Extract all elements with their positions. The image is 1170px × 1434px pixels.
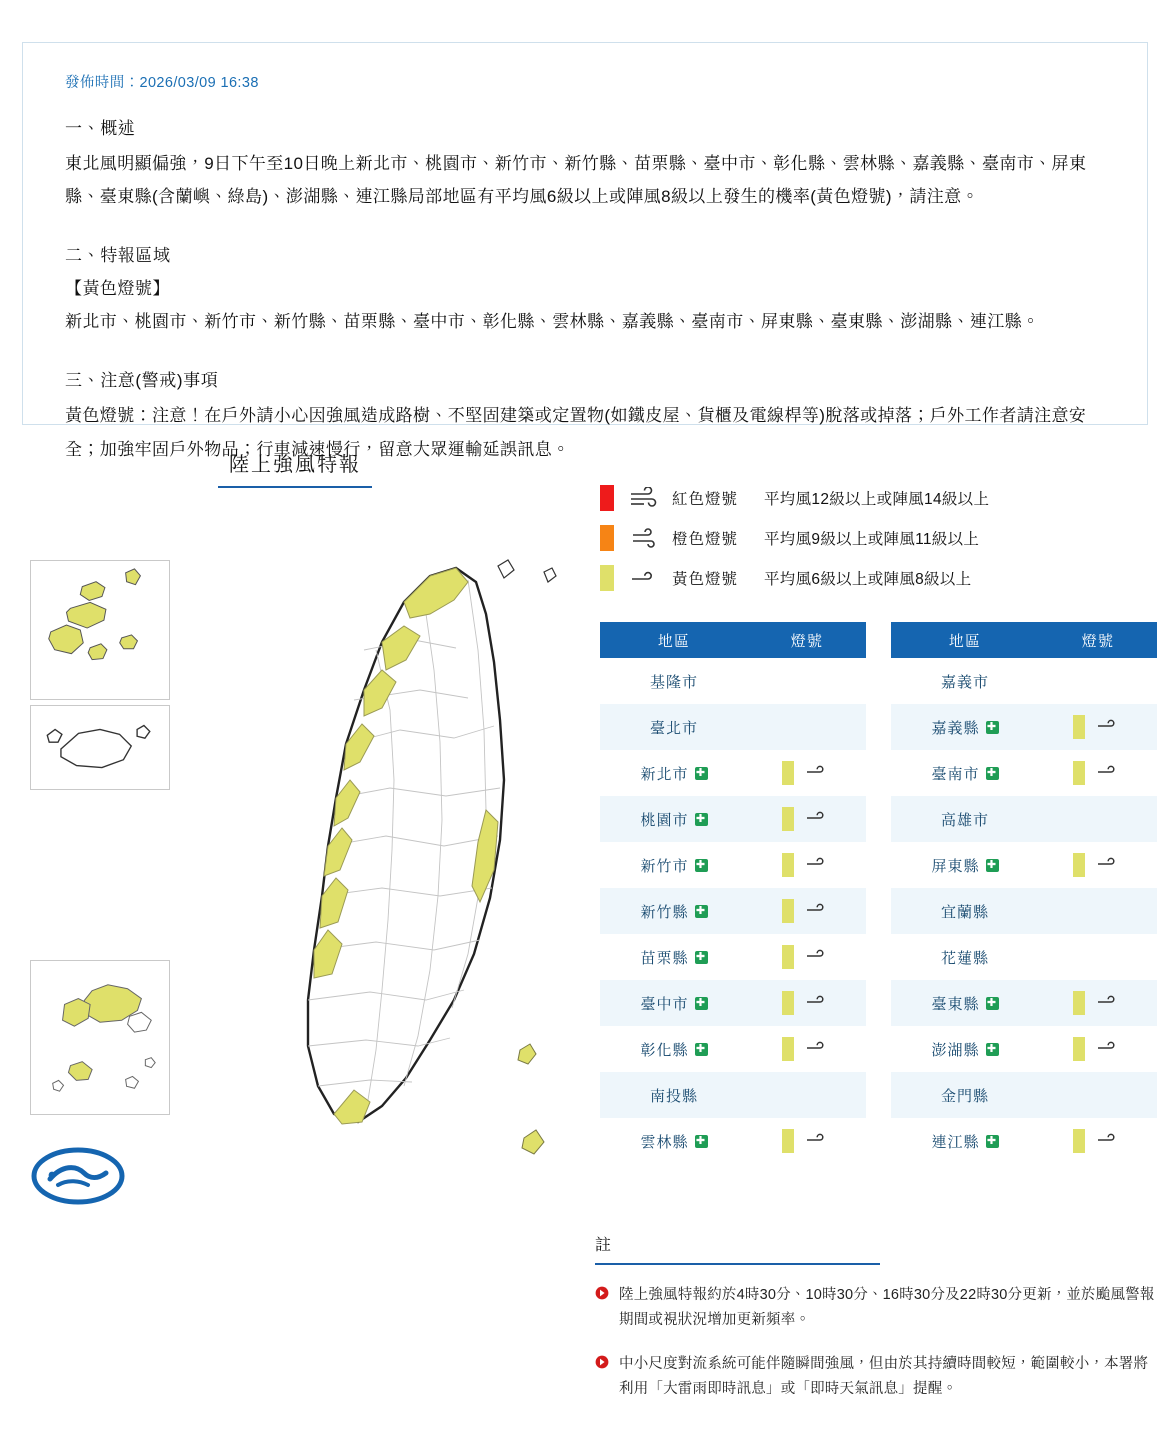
section-1-body: 東北風明顯偏強，9日下午至10日晚上新北市、桃園市、新竹市、新竹縣、苗栗縣、臺中市、彰化縣、雲林縣、嘉義縣、臺南市、屏東縣、臺東縣(含蘭嶼、綠島)、澎湖縣、連江縣局部地區有平均風6級以上或陣風8級以上發生的機率(黃色燈號)，請注意。 <box>65 154 1087 207</box>
table-row[interactable] <box>600 658 866 704</box>
area-name-cell <box>891 947 1039 968</box>
table-row[interactable] <box>891 1026 1157 1072</box>
table-row[interactable] <box>891 750 1157 796</box>
area-name-cell <box>600 1085 748 1106</box>
area-table-right <box>891 622 1157 1164</box>
signal-cell <box>748 991 866 1015</box>
publish-time: 發佈時間：2026/03/09 16:38 <box>65 75 259 91</box>
area-name: 嘉義縣 <box>931 719 980 737</box>
area-name-cell <box>600 855 748 876</box>
table-row[interactable] <box>600 980 866 1026</box>
area-name-cell <box>600 671 748 692</box>
area-name-cell <box>891 1131 1039 1152</box>
wind-light-icon <box>804 1038 832 1060</box>
expand-plus-icon[interactable]: ✚ <box>695 950 707 963</box>
area-name: 新北市 <box>640 765 689 783</box>
signal-swatch-yellow <box>1073 761 1085 785</box>
signal-swatch-yellow <box>782 807 794 831</box>
expand-plus-icon[interactable]: ✚ <box>695 858 707 871</box>
expand-plus-icon[interactable]: ✚ <box>695 996 707 1009</box>
area-name: 臺北市 <box>649 719 698 737</box>
area-signal-tables <box>600 622 1160 1164</box>
table-header-right <box>891 622 1157 658</box>
wind-light-icon <box>804 1130 832 1152</box>
expand-plus-icon[interactable]: ✚ <box>986 766 998 779</box>
area-name: 臺中市 <box>640 995 689 1013</box>
signal-cell <box>748 1037 866 1061</box>
legend-name-yellow: 黃色燈號 <box>672 571 739 588</box>
signal-cell <box>748 807 866 831</box>
table-row[interactable] <box>600 934 866 980</box>
area-name-cell <box>891 993 1039 1014</box>
table-body-right <box>891 658 1157 1164</box>
area-name: 新竹市 <box>640 857 689 875</box>
notes-title: 註 <box>595 1232 880 1265</box>
wind-light-icon <box>804 762 832 784</box>
legend-swatch-orange <box>600 525 614 551</box>
wind-light-icon <box>804 854 832 876</box>
expand-plus-icon[interactable]: ✚ <box>695 1134 707 1147</box>
signal-cell <box>748 761 866 785</box>
note-item <box>595 1283 1160 1334</box>
legend-desc-orange: 平均風9級以上或陣風11級以上 <box>764 531 980 548</box>
area-name: 金門縣 <box>940 1087 989 1105</box>
note-text-1: 陸上強風特報約於4時30分、10時30分、16時30分及22時30分更新，並於颱風警報期間或視狀況增加更新頻率。 <box>619 1287 1155 1329</box>
table-row[interactable] <box>600 842 866 888</box>
signal-swatch-yellow <box>782 991 794 1015</box>
wind-light-icon <box>1095 854 1123 876</box>
legend-row-orange <box>600 518 1160 558</box>
wind-medium-icon <box>628 527 660 549</box>
area-name-cell <box>891 671 1039 692</box>
area-name: 連江縣 <box>931 1133 980 1151</box>
taiwan-warning-map <box>18 530 578 1210</box>
area-name-cell <box>891 763 1039 784</box>
wind-strong-icon <box>628 487 660 509</box>
table-row[interactable] <box>891 934 1157 980</box>
table-row[interactable] <box>600 1072 866 1118</box>
table-row[interactable] <box>891 1072 1157 1118</box>
expand-plus-icon[interactable]: ✚ <box>986 720 998 733</box>
table-row[interactable] <box>891 842 1157 888</box>
signal-cell <box>1039 1129 1157 1153</box>
table-header-left <box>600 622 866 658</box>
area-name-cell <box>600 901 748 922</box>
legend-name-orange: 橙色燈號 <box>672 531 739 548</box>
wind-light-icon <box>628 567 660 589</box>
area-name-cell <box>600 809 748 830</box>
wind-light-icon <box>1095 1038 1123 1060</box>
map-title: 陸上強風特報 <box>218 448 372 488</box>
table-row[interactable] <box>891 796 1157 842</box>
expand-plus-icon[interactable]: ✚ <box>695 766 707 779</box>
table-row[interactable] <box>600 1118 866 1164</box>
area-name: 屏東縣 <box>931 857 980 875</box>
wind-light-icon <box>804 992 832 1014</box>
signal-swatch-yellow <box>1073 715 1085 739</box>
table-row[interactable] <box>600 1026 866 1072</box>
table-row[interactable] <box>891 888 1157 934</box>
area-name: 桃園市 <box>640 811 689 829</box>
area-name-cell <box>891 1039 1039 1060</box>
area-name-cell <box>600 763 748 784</box>
column-header-signal: 燈號 <box>1081 632 1115 650</box>
penghu-inset-map <box>30 560 170 700</box>
signal-swatch-yellow <box>1073 1037 1085 1061</box>
legend-swatch-yellow <box>600 565 614 591</box>
area-name-cell <box>600 717 748 738</box>
section-3-heading: 三、注意(警戒)事項 <box>65 371 219 391</box>
section-2-body: 新北市、桃園市、新竹市、新竹縣、苗栗縣、臺中市、彰化縣、雲林縣、嘉義縣、臺南市、屏東縣、臺東縣、澎湖縣、連江縣。 <box>65 312 1040 332</box>
legend-name-red: 紅色燈號 <box>672 491 739 508</box>
legend-desc-yellow: 平均風6級以上或陣風8級以上 <box>764 571 972 588</box>
taiwan-island-shape <box>168 530 568 1170</box>
area-name: 嘉義市 <box>940 673 989 691</box>
signal-cell <box>748 899 866 923</box>
signal-cell <box>1039 991 1157 1015</box>
signal-cell <box>1039 761 1157 785</box>
area-table-left <box>600 622 866 1164</box>
column-header-area: 地區 <box>657 632 691 650</box>
area-name-cell <box>891 855 1039 876</box>
area-name: 高雄市 <box>940 811 989 829</box>
expand-plus-icon[interactable]: ✚ <box>695 1042 707 1055</box>
area-name-cell <box>891 1085 1039 1106</box>
kinmen-inset-map <box>30 960 170 1115</box>
area-name-cell <box>600 947 748 968</box>
notes-section <box>595 1232 1160 1403</box>
table-row[interactable] <box>600 750 866 796</box>
signal-cell <box>748 945 866 969</box>
legend-row-red <box>600 478 1160 518</box>
kinmen-islands-shape <box>31 961 169 1114</box>
expand-plus-icon[interactable]: ✚ <box>695 812 707 825</box>
signal-swatch-yellow <box>782 1037 794 1061</box>
column-header-area: 地區 <box>948 632 982 650</box>
signal-swatch-yellow <box>782 899 794 923</box>
wind-light-icon <box>1095 1130 1123 1152</box>
area-name: 花蓮縣 <box>940 949 989 967</box>
signal-swatch-yellow <box>1073 1129 1085 1153</box>
signal-swatch-yellow <box>1073 991 1085 1015</box>
wind-light-icon <box>1095 716 1123 738</box>
matsu-inset-map <box>30 705 170 790</box>
legend-swatch-red <box>600 485 614 511</box>
table-body-left <box>600 658 866 1164</box>
table-row[interactable] <box>891 704 1157 750</box>
signal-cell <box>1039 715 1157 739</box>
area-name: 臺東縣 <box>931 995 980 1013</box>
signal-cell <box>1039 1037 1157 1061</box>
note-bullet-icon <box>595 1355 609 1369</box>
wind-light-icon <box>804 900 832 922</box>
area-name: 苗栗縣 <box>640 949 689 967</box>
area-name: 南投縣 <box>649 1087 698 1105</box>
section-1-heading: 一、概述 <box>65 119 136 138</box>
table-row[interactable] <box>891 658 1157 704</box>
table-row[interactable] <box>600 796 866 842</box>
table-row[interactable] <box>600 888 866 934</box>
legend-row-yellow <box>600 558 1160 598</box>
area-name-cell <box>891 901 1039 922</box>
expand-plus-icon[interactable]: ✚ <box>986 858 998 871</box>
wind-light-icon <box>804 808 832 830</box>
signal-swatch-yellow <box>782 945 794 969</box>
column-header-signal: 燈號 <box>790 632 824 650</box>
signal-swatch-yellow <box>782 853 794 877</box>
area-name: 新竹縣 <box>640 903 689 921</box>
north-islets <box>498 560 556 582</box>
area-name: 澎湖縣 <box>931 1041 980 1059</box>
note-item <box>595 1352 1160 1403</box>
signal-legend <box>600 478 1160 598</box>
wind-light-icon <box>1095 992 1123 1014</box>
cwa-logo <box>28 1145 128 1207</box>
cwa-seagull-logo-icon <box>28 1145 128 1207</box>
table-row[interactable] <box>891 980 1157 1026</box>
section-3-body: 黃色燈號：注意！在戶外請小心因強風造成路樹、不堅固建築或定置物(如鐵皮屋、貨櫃及電線桿等)脫落或掉落；戶外工作者請注意安全；加強牢固戶外物品；行車減速慢行，留意大眾運輸延誤訊息。 <box>65 406 1087 459</box>
area-name-cell <box>600 993 748 1014</box>
table-row[interactable] <box>891 1118 1157 1164</box>
area-name: 彰化縣 <box>640 1041 689 1059</box>
expand-plus-icon[interactable]: ✚ <box>986 1134 998 1147</box>
area-name-cell <box>891 717 1039 738</box>
matsu-islands-shape <box>31 706 169 789</box>
signal-swatch-yellow <box>1073 853 1085 877</box>
wind-light-icon <box>804 946 832 968</box>
signal-cell <box>748 853 866 877</box>
note-text-2: 中小尺度對流系統可能伴隨瞬間強風，但由於其持續時間較短，範圍較小，本署將利用「大雷雨即時訊息」或「即時天氣訊息」提醒。 <box>619 1355 1149 1398</box>
area-name-cell <box>891 809 1039 830</box>
area-name-cell <box>600 1039 748 1060</box>
signal-cell <box>748 1129 866 1153</box>
note-bullet-icon <box>595 1286 609 1300</box>
area-name: 雲林縣 <box>640 1133 689 1151</box>
area-name: 臺南市 <box>931 765 980 783</box>
section-2-signal-label: 【黃色燈號】 <box>65 279 170 299</box>
signal-swatch-yellow <box>782 1129 794 1153</box>
section-2-heading: 二、特報區域 <box>65 246 171 266</box>
offshore-islets <box>518 1044 544 1154</box>
penghu-islands-shape <box>31 561 169 699</box>
area-name: 宜蘭縣 <box>940 903 989 921</box>
area-name: 基隆市 <box>649 673 698 691</box>
expand-plus-icon[interactable]: ✚ <box>695 904 707 917</box>
area-name-cell <box>600 1131 748 1152</box>
signal-swatch-yellow <box>782 761 794 785</box>
legend-desc-red: 平均風12級以上或陣風14級以上 <box>764 491 990 508</box>
signal-cell <box>1039 853 1157 877</box>
expand-plus-icon[interactable]: ✚ <box>986 996 998 1009</box>
wind-light-icon <box>1095 762 1123 784</box>
table-row[interactable] <box>600 704 866 750</box>
taiwan-main-island-map <box>168 530 568 1170</box>
expand-plus-icon[interactable]: ✚ <box>986 1042 998 1055</box>
warning-notice-panel <box>22 42 1148 459</box>
